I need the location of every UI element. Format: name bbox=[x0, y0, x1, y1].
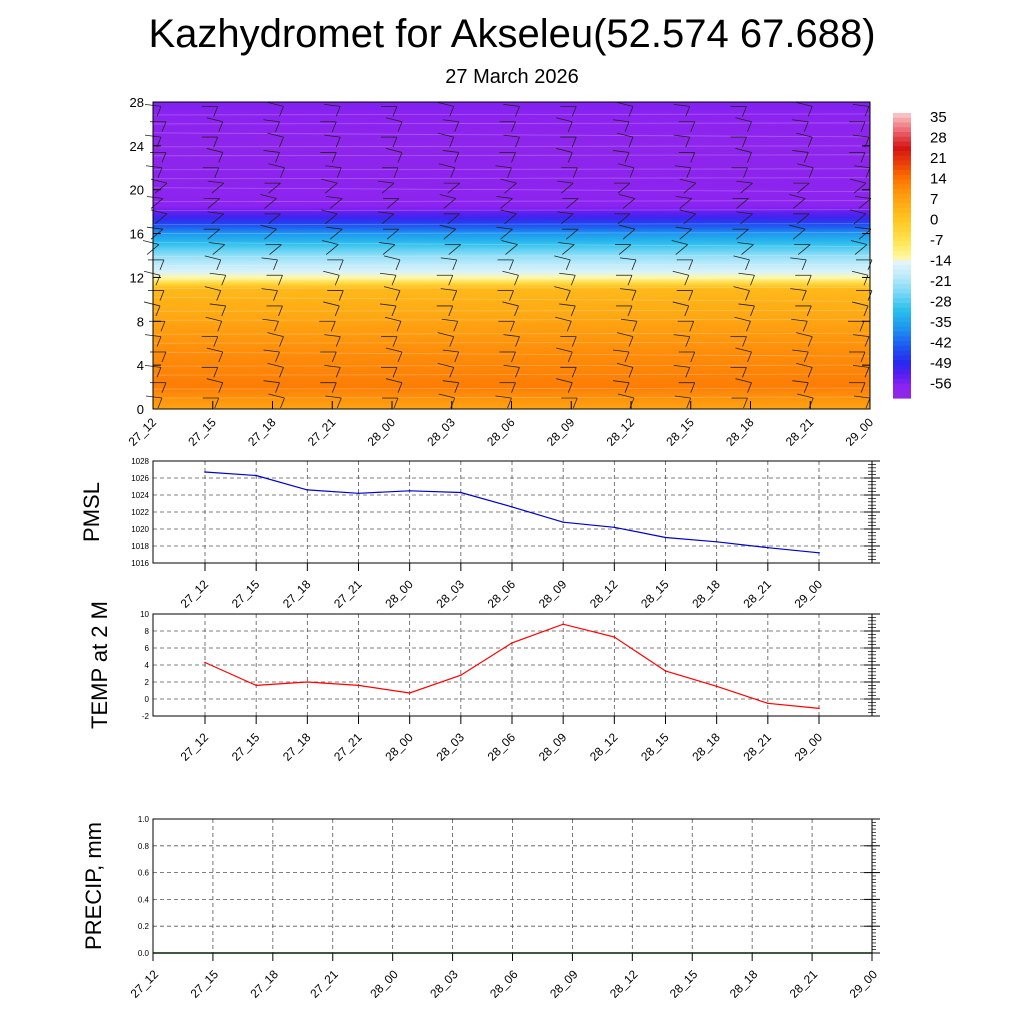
colorbar-segment bbox=[893, 123, 911, 128]
colorbar-segment bbox=[893, 203, 911, 208]
heatmap-panel bbox=[126, 95, 877, 449]
x-tick-label: 28_18 bbox=[689, 577, 723, 611]
colorbar-segment bbox=[893, 189, 911, 194]
heatmap-y-tick-label: 12 bbox=[129, 270, 144, 286]
y-tick-label: -2 bbox=[141, 712, 149, 721]
heatmap-y-tick-label: 8 bbox=[136, 314, 144, 330]
x-tick-label: 28_09 bbox=[547, 967, 581, 1001]
x-tick-label: 29_00 bbox=[846, 967, 881, 1001]
series-point bbox=[716, 685, 718, 687]
series-point bbox=[665, 670, 667, 672]
x-tick-label: 27_15 bbox=[228, 577, 263, 611]
colorbar-segment bbox=[893, 351, 911, 356]
colorbar-segment bbox=[893, 256, 911, 261]
colorbar-label: 7 bbox=[930, 191, 939, 208]
colorbar-segment bbox=[893, 322, 911, 327]
y-tick-label: 1016 bbox=[131, 559, 149, 568]
colorbar-segment bbox=[893, 151, 911, 156]
colorbar-segment bbox=[893, 146, 911, 151]
colorbar-label: -14 bbox=[930, 252, 952, 270]
series-point bbox=[562, 521, 564, 523]
colorbar-segment bbox=[893, 260, 911, 265]
heatmap-x-tick-label: 28_06 bbox=[484, 415, 518, 449]
colorbar-segment bbox=[893, 180, 911, 185]
colorbar-segment bbox=[893, 184, 911, 189]
series-point bbox=[307, 489, 309, 491]
x-tick-label: 27_15 bbox=[187, 967, 222, 1001]
colorbar-segment bbox=[893, 241, 911, 246]
y-tick-label: 0.0 bbox=[137, 949, 149, 958]
colorbar-segment bbox=[893, 298, 911, 303]
y-tick-label: 1018 bbox=[131, 542, 149, 551]
y-tick-label: 8 bbox=[144, 627, 149, 636]
series-point bbox=[307, 681, 309, 683]
heatmap-x-tick-label: 28_09 bbox=[543, 415, 578, 449]
x-tick-label: 28_18 bbox=[689, 730, 723, 764]
colorbar-segment bbox=[893, 275, 911, 280]
series-point bbox=[358, 493, 360, 495]
colorbar-segment bbox=[893, 118, 911, 123]
x-tick-label: 28_09 bbox=[535, 730, 570, 764]
series-point bbox=[204, 662, 206, 664]
series-point bbox=[614, 636, 616, 638]
page-title: Kazhydromet for Akseleu(52.574 67.688) bbox=[148, 12, 876, 56]
colorbar-segment bbox=[893, 113, 911, 118]
colorbar bbox=[893, 109, 952, 399]
colorbar-segment bbox=[893, 289, 911, 294]
colorbar-segment bbox=[893, 313, 911, 318]
series-point bbox=[562, 623, 564, 625]
x-tick-label: 28_06 bbox=[487, 967, 521, 1001]
x-tick-label: 28_03 bbox=[427, 967, 461, 1001]
colorbar-segment bbox=[893, 237, 911, 242]
heatmap-y-tick-label: 4 bbox=[136, 358, 144, 374]
colorbar-segment bbox=[893, 137, 911, 142]
colorbar-segment bbox=[893, 317, 911, 322]
colorbar-segment bbox=[893, 194, 911, 199]
x-tick-label: 27_15 bbox=[228, 730, 263, 764]
series-point bbox=[460, 674, 462, 676]
x-tick-label: 28_15 bbox=[638, 577, 672, 611]
x-tick-label: 27_21 bbox=[331, 730, 365, 764]
y-tick-label: 10 bbox=[140, 610, 149, 619]
colorbar-segment bbox=[893, 142, 911, 147]
x-tick-label: 28_03 bbox=[433, 730, 467, 764]
x-tick-label: 28_12 bbox=[586, 577, 621, 611]
colorbar-segment bbox=[893, 232, 911, 237]
series-point bbox=[409, 692, 411, 694]
colorbar-segment bbox=[893, 360, 911, 365]
series-point bbox=[409, 490, 411, 492]
colorbar-segment bbox=[893, 218, 911, 223]
x-tick-label: 28_12 bbox=[586, 730, 621, 764]
heatmap-x-tick-label: 27_21 bbox=[304, 415, 339, 449]
x-tick-label: 27_12 bbox=[177, 730, 212, 764]
colorbar-segment bbox=[893, 384, 911, 389]
heatmap-x-tick-label: 28_21 bbox=[782, 415, 817, 449]
x-tick-label: 28_21 bbox=[740, 730, 774, 764]
colorbar-segment bbox=[893, 175, 911, 180]
y-tick-label: 0.6 bbox=[137, 868, 149, 878]
colorbar-segment bbox=[893, 370, 911, 375]
heatmap-y-tick-label: 24 bbox=[129, 138, 144, 154]
x-tick-label: 27_21 bbox=[331, 577, 365, 611]
colorbar-label: -42 bbox=[930, 334, 952, 352]
x-tick-label: 28_15 bbox=[666, 967, 701, 1001]
colorbar-label: 14 bbox=[930, 170, 947, 188]
y-tick-label: 0.2 bbox=[137, 922, 149, 932]
heatmap-x-tick-label: 28_12 bbox=[603, 415, 638, 449]
series-point bbox=[665, 537, 667, 539]
colorbar-segment bbox=[893, 222, 911, 227]
colorbar-segment bbox=[893, 393, 911, 398]
x-tick-label: 28_18 bbox=[726, 967, 761, 1001]
series-point bbox=[767, 547, 769, 549]
y-axis-title: PRECIP, mm bbox=[81, 822, 106, 950]
y-tick-label: 1028 bbox=[131, 457, 149, 466]
heatmap-x-tick-label: 28_00 bbox=[364, 415, 399, 449]
y-tick-label: 0.4 bbox=[137, 895, 149, 905]
colorbar-segment bbox=[893, 389, 911, 394]
x-tick-label: 27_12 bbox=[177, 577, 212, 611]
heatmap-x-tick-label: 29_00 bbox=[842, 415, 877, 449]
x-tick-label: 28_03 bbox=[433, 577, 467, 611]
series-point bbox=[511, 506, 513, 508]
colorbar-label: 21 bbox=[930, 150, 947, 167]
colorbar-label: 28 bbox=[930, 129, 947, 147]
colorbar-label: -7 bbox=[930, 232, 944, 249]
y-tick-label: 0 bbox=[144, 695, 149, 704]
series-point bbox=[614, 527, 616, 529]
colorbar-segment bbox=[893, 199, 911, 204]
heatmap-x-tick-label: 27_18 bbox=[245, 415, 279, 449]
pmsl-panel bbox=[79, 457, 880, 611]
x-tick-label: 27_21 bbox=[307, 967, 341, 1001]
colorbar-segment bbox=[893, 355, 911, 360]
colorbar-segment bbox=[893, 279, 911, 284]
colorbar-segment bbox=[893, 341, 911, 346]
precip-panel bbox=[81, 815, 880, 1001]
series-point bbox=[818, 708, 820, 710]
colorbar-label: -35 bbox=[930, 314, 952, 331]
colorbar-segment bbox=[893, 246, 911, 251]
series-point bbox=[204, 471, 206, 473]
y-tick-label: 6 bbox=[144, 644, 149, 653]
x-tick-label: 29_00 bbox=[791, 730, 826, 764]
x-tick-label: 29_00 bbox=[791, 577, 826, 611]
x-tick-label: 28_09 bbox=[535, 577, 570, 611]
series-point bbox=[818, 552, 820, 554]
colorbar-segment bbox=[893, 294, 911, 299]
heatmap-y-tick-label: 20 bbox=[129, 182, 144, 198]
colorbar-segment bbox=[893, 161, 911, 166]
y-tick-label: 1022 bbox=[131, 508, 149, 517]
colorbar-segment bbox=[893, 308, 911, 313]
heatmap-y-tick-label: 28 bbox=[129, 95, 144, 110]
colorbar-segment bbox=[893, 170, 911, 175]
heatmap-x-tick-label: 27_15 bbox=[185, 415, 219, 449]
x-tick-label: 27_18 bbox=[247, 967, 281, 1001]
temp-panel bbox=[87, 601, 880, 764]
x-tick-label: 27_12 bbox=[127, 967, 162, 1001]
x-tick-label: 28_21 bbox=[740, 577, 774, 611]
colorbar-segment bbox=[893, 270, 911, 275]
colorbar-label: 0 bbox=[930, 211, 939, 229]
colorbar-segment bbox=[893, 327, 911, 332]
x-tick-label: 28_21 bbox=[786, 967, 821, 1001]
colorbar-label: -56 bbox=[930, 375, 952, 393]
series-point bbox=[767, 702, 769, 704]
series-point bbox=[255, 685, 257, 687]
colorbar-segment bbox=[893, 132, 911, 137]
colorbar-segment bbox=[893, 303, 911, 308]
page-subtitle: 27 March 2026 bbox=[445, 66, 579, 88]
y-tick-label: 1020 bbox=[131, 525, 149, 534]
x-tick-label: 27_18 bbox=[279, 577, 314, 611]
x-tick-label: 28_15 bbox=[638, 730, 672, 764]
y-tick-label: 1026 bbox=[131, 474, 149, 483]
colorbar-segment bbox=[893, 213, 911, 218]
x-tick-label: 27_18 bbox=[279, 730, 314, 764]
x-tick-label: 28_06 bbox=[484, 577, 519, 611]
y-tick-label: 1.0 bbox=[137, 815, 149, 824]
x-tick-label: 28_06 bbox=[484, 730, 519, 764]
y-axis-title: TEMP at 2 M bbox=[87, 601, 112, 729]
x-tick-label: 28_12 bbox=[606, 967, 641, 1001]
colorbar-segment bbox=[893, 336, 911, 341]
colorbar-segment bbox=[893, 365, 911, 370]
y-tick-label: 1024 bbox=[131, 491, 149, 500]
heatmap-x-tick-label: 27_12 bbox=[125, 415, 160, 449]
colorbar-segment bbox=[893, 227, 911, 232]
colorbar-segment bbox=[893, 346, 911, 351]
y-tick-label: 2 bbox=[144, 678, 149, 687]
x-tick-label: 28_00 bbox=[382, 577, 416, 611]
colorbar-label: -28 bbox=[930, 293, 952, 311]
colorbar-segment bbox=[893, 332, 911, 337]
colorbar-segment bbox=[893, 374, 911, 379]
colorbar-segment bbox=[893, 251, 911, 256]
colorbar-segment bbox=[893, 156, 911, 161]
series-point bbox=[716, 541, 718, 543]
colorbar-label: 35 bbox=[930, 109, 947, 126]
heatmap-x-tick-label: 28_03 bbox=[424, 415, 458, 449]
x-tick-label: 28_00 bbox=[382, 730, 416, 764]
series-point bbox=[511, 642, 513, 644]
heatmap-y-tick-label: 0 bbox=[136, 402, 144, 417]
x-tick-label: 28_00 bbox=[367, 967, 401, 1001]
colorbar-segment bbox=[893, 208, 911, 213]
y-tick-label: 0.8 bbox=[137, 841, 149, 851]
colorbar-segment bbox=[893, 284, 911, 289]
y-tick-label: 4 bbox=[144, 661, 149, 670]
heatmap-y-tick-label: 16 bbox=[129, 226, 144, 242]
colorbar-segment bbox=[893, 379, 911, 384]
series-point bbox=[358, 685, 360, 687]
y-axis-title: PMSL bbox=[79, 482, 104, 542]
colorbar-segment bbox=[893, 165, 911, 170]
colorbar-label: -49 bbox=[930, 355, 952, 372]
heatmap-x-tick-label: 28_18 bbox=[723, 415, 757, 449]
colorbar-label: -21 bbox=[930, 273, 952, 290]
series-point bbox=[255, 475, 257, 477]
colorbar-segment bbox=[893, 265, 911, 270]
heatmap-x-tick-label: 28_15 bbox=[663, 415, 697, 449]
colorbar-segment bbox=[893, 127, 911, 132]
series-point bbox=[460, 492, 462, 494]
